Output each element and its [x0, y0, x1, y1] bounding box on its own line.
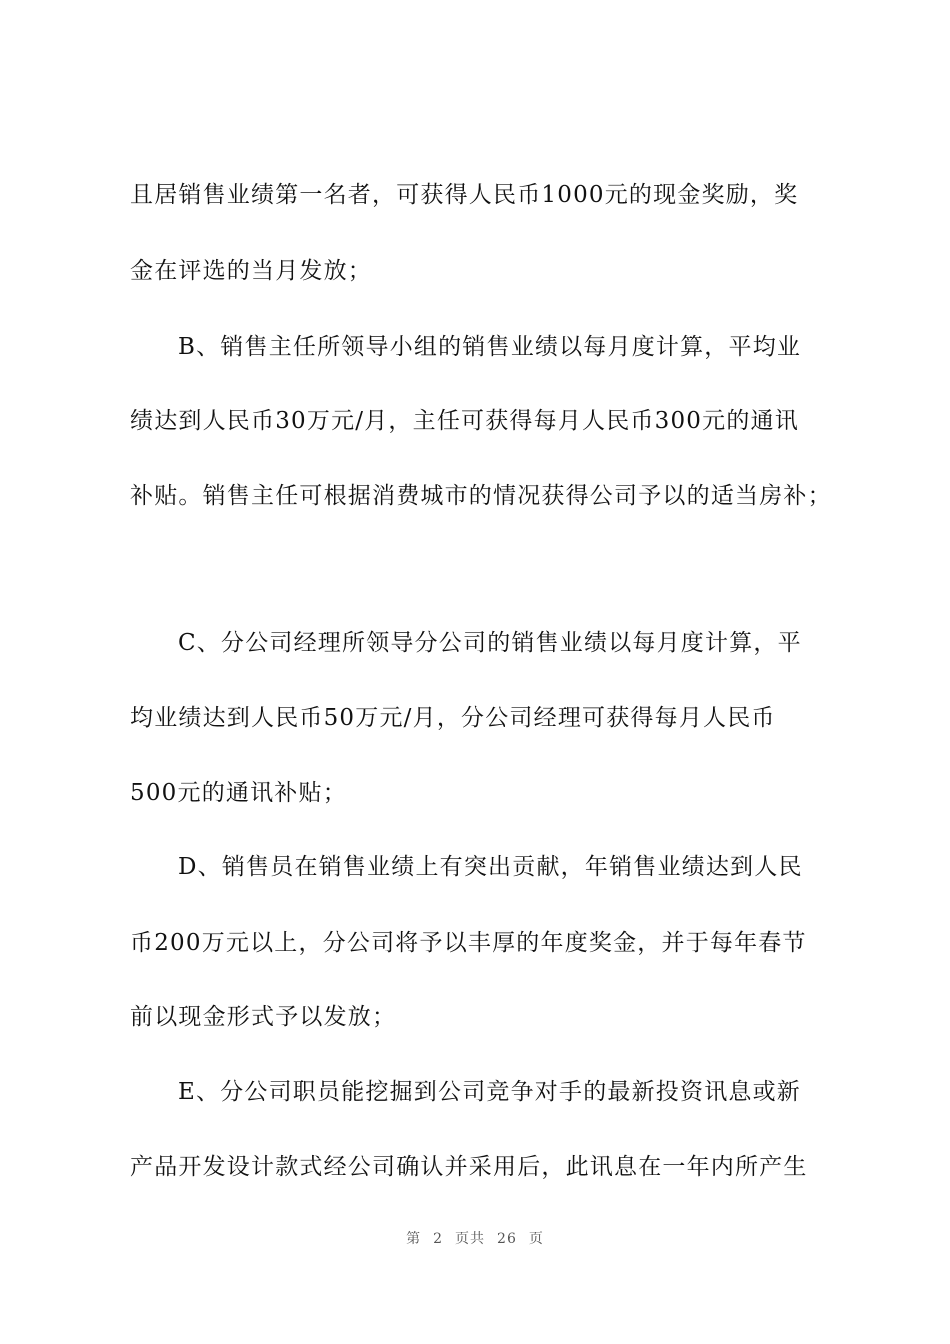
paragraph-line: 币200万元以上，分公司将予以丰厚的年度奖金，并于每年春节 — [130, 930, 807, 956]
paragraph-line: 前以现金形式予以发放； — [130, 1004, 397, 1030]
paragraph-line: D、销售员在销售业绩上有突出贡献，年销售业绩达到人民 — [178, 854, 803, 880]
paragraph-line: 产品开发设计款式经公司确认并采用后，此讯息在一年内所产生 — [130, 1154, 808, 1180]
paragraph-line: E、分公司职员能挖掘到公司竞争对手的最新投资讯息或新 — [178, 1079, 801, 1105]
footer-total-pages: 26 — [497, 1231, 517, 1247]
paragraph-line: 绩达到人民币30万元/月，主任可获得每月人民币300元的通讯 — [130, 408, 799, 434]
paragraph-line: B、销售主任所领导小组的销售业绩以每月度计算，平均业 — [178, 334, 802, 360]
paragraph-line: 且居销售业绩第一名者，可获得人民币1000元的现金奖励，奖 — [130, 182, 799, 208]
paragraph-line: 均业绩达到人民币50万元/月，分公司经理可获得每月人民币 — [130, 705, 776, 731]
footer-suffix: 页 — [528, 1231, 544, 1247]
footer-prefix: 第 — [406, 1231, 422, 1247]
footer-page-number: 2 — [433, 1231, 444, 1247]
paragraph-line: 金在评选的当月发放； — [130, 258, 372, 284]
paragraph-line: 补贴。销售主任可根据消费城市的情况获得公司予以的适当房补； — [130, 483, 832, 509]
footer-middle: 页共 — [455, 1231, 486, 1247]
page-footer — [0, 1228, 950, 1248]
paragraph-line: C、分公司经理所领导分公司的销售业绩以每月度计算，平 — [178, 630, 802, 656]
paragraph-line: 500元的通讯补贴； — [130, 780, 347, 806]
